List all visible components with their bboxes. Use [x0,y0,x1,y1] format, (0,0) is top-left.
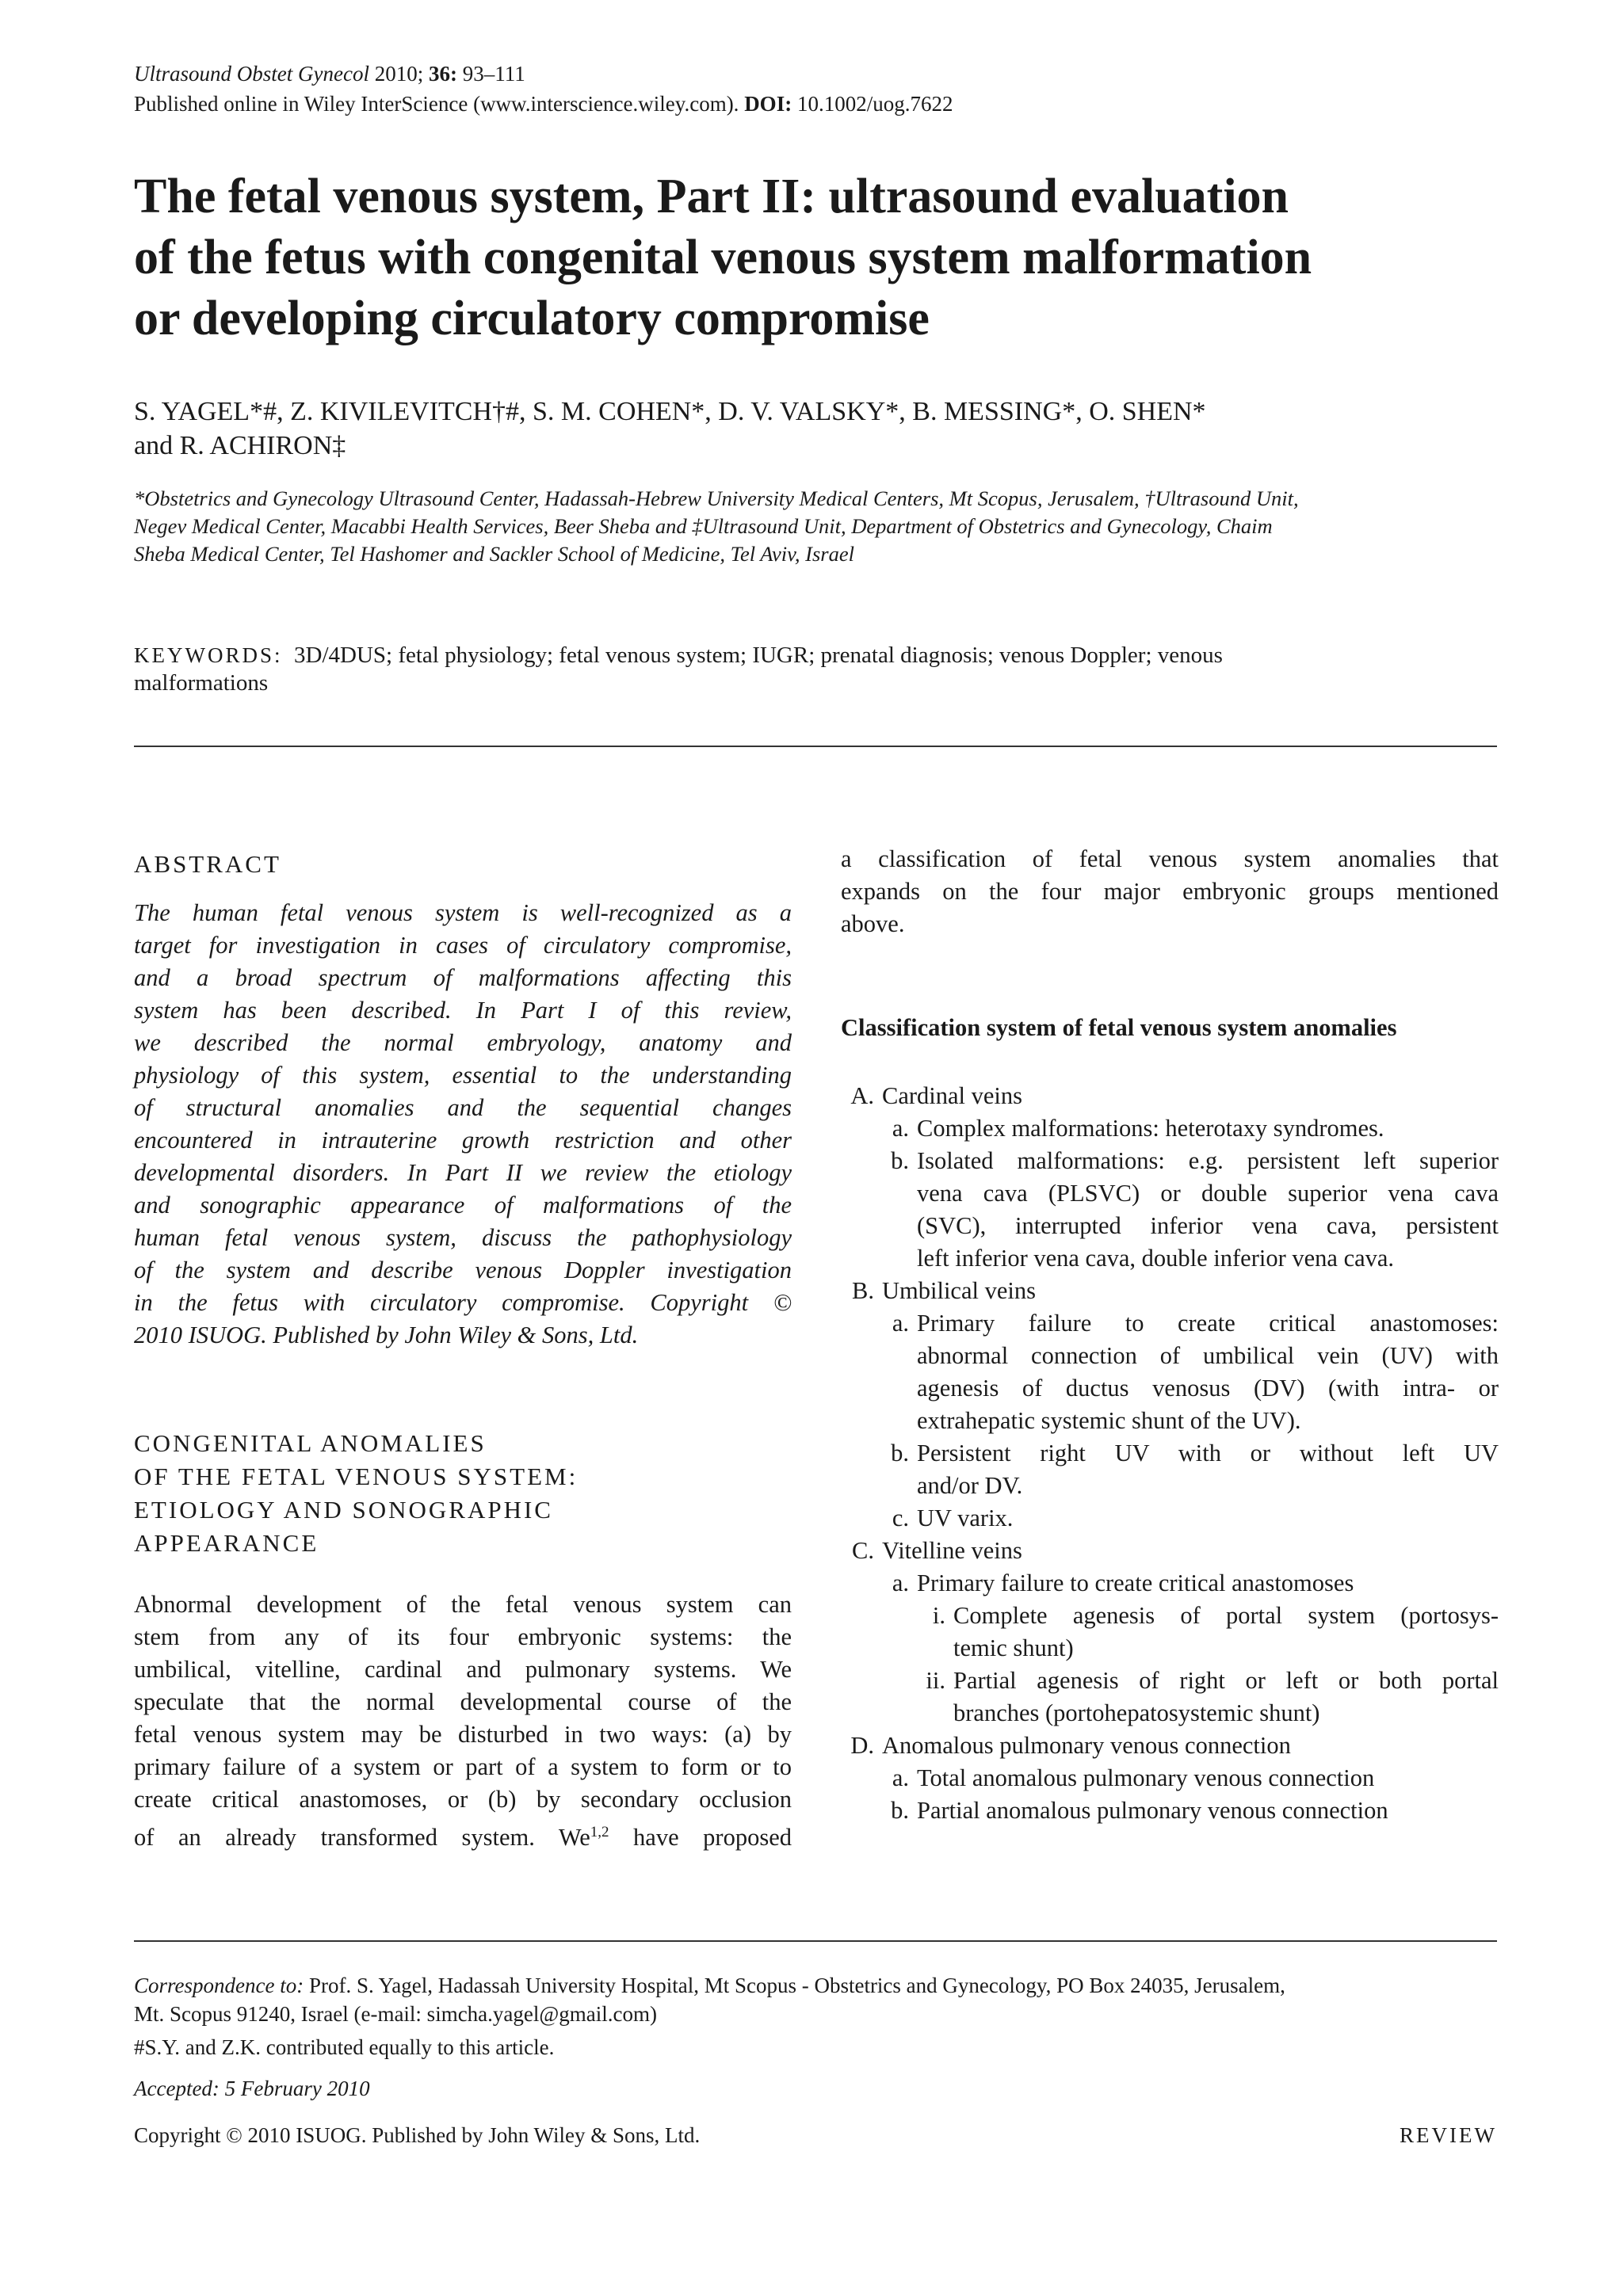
outline-item-d [841,1730,1499,1762]
outline-label: Partial anomalous pulmonary venous connection [917,1797,1388,1824]
outline-marker: b. [891,1440,909,1466]
outline-marker: ii. [926,1667,945,1694]
right-column [841,845,1499,1827]
citation-line [134,59,953,89]
journal-header [134,59,953,119]
body-line: speculate that the normal developmental course of the [134,1688,792,1715]
footnotes [134,1971,1497,2103]
body-line: expands on the four major embryonic groups mentioned [841,878,1499,905]
correspondence-text: Prof. S. Yagel, Hadassah University Hospital, Mt Scopus - Obstetrics and Gynecology, PO Box 24035, Jerusalem, [304,1974,1285,1997]
journal-pages: 93–111 [462,62,525,86]
abstract-line: target for investigation in cases of circulatory compromise, [134,932,792,959]
abstract-line: and a broad spectrum of malformations affecting this [134,964,792,991]
classification-intro [841,843,1499,940]
outline-label: Anomalous pulmonary venous connection [882,1732,1291,1759]
affiliation-line: Negev Medical Center, Macabbi Health Services, Beer Sheba and ‡Ultrasound Unit, Department of Obstetrics and Gynecology, Chaim [134,514,1273,538]
outline-marker: a. [892,1764,909,1791]
outline-marker: c. [892,1505,909,1531]
body-line: create critical anastomoses, or (b) by secondary occlusion [134,1786,792,1813]
outline-item-b-c [841,1502,1499,1535]
accepted-date: Accepted: 5 February 2010 [134,2077,370,2100]
outline-line: and/or DV. [917,1472,1023,1499]
outline-marker: a. [892,1569,909,1596]
outline-line: Isolated malformations: e.g. persistent left superior [917,1147,1499,1174]
outline-marker: b. [891,1147,909,1174]
equal-contribution-note: #S.Y. and Z.K. contributed equally to this article. [134,2035,555,2059]
keywords [134,642,1497,697]
left-column [134,848,792,1886]
title-line: The fetal venous system, Part II: ultrasound evaluation [134,170,1289,223]
outline-line: (SVC), interrupted inferior vena cava, persistent [917,1212,1499,1239]
outline-item-b-b [841,1437,1499,1502]
abstract-line: developmental disorders. In Part II we review the etiology [134,1159,792,1186]
outline-item-a-b [841,1145,1499,1275]
congenital-body [134,1589,792,1886]
abstract-line: physiology of this system, essential to the understanding [134,1062,792,1089]
outline-item-c-i [841,1600,1499,1665]
outline-line: vena cava (PLSVC) or double superior vena cava [917,1180,1499,1207]
outline-marker: a. [892,1310,909,1337]
outline-label: Cardinal veins [882,1082,1023,1109]
abstract-line: and sonographic appearance of malformations of the [134,1192,792,1219]
abstract-line: we described the normal embryology, anatomy and [134,1029,792,1056]
abstract-line: of the system and describe venous Doppler investigation [134,1257,792,1283]
author-list [134,395,1497,463]
keywords-label: KEYWORDS: [134,643,283,667]
keywords-line [134,642,1497,669]
body-line: a classification of fetal venous system anomalies that [841,845,1499,872]
heading-line: OF THE FETAL VENOUS SYSTEM: [134,1463,579,1490]
outline-item-b [841,1275,1499,1307]
outline-label: Vitelline veins [882,1537,1022,1564]
title-line: or developing circulatory compromise [134,292,930,345]
outline-line: Complete agenesis of portal system (portosys- [953,1602,1499,1629]
abstract-line: system has been described. In Part I of this review, [134,997,792,1024]
keywords-text: 3D/4DUS; fetal physiology; fetal venous system; IUGR; prenatal diagnosis; venous Doppler; venous [294,643,1223,668]
outline-label: Primary failure to create critical anastomoses [917,1569,1354,1596]
header-divider [134,746,1497,747]
outline-label: Complex malformations: heterotaxy syndromes. [917,1115,1384,1142]
outline-line: Partial agenesis of right or left or both portal [953,1667,1499,1694]
outline-marker: a. [892,1115,909,1142]
doi-label: DOI: [744,92,792,116]
abstract-line: 2010 ISUOG. Published by John Wiley & Sons, Ltd. [134,1322,639,1348]
classification-title: Classification system of fetal venous system anomalies [841,1014,1397,1041]
outline-line: Primary failure to create critical anastomoses: [917,1310,1499,1337]
authors-line: and R. ACHIRON‡ [134,431,346,460]
abstract-line: of structural anomalies and the sequential changes [134,1094,792,1121]
affiliations [134,485,1497,568]
body-line: fetal venous system may be disturbed in two ways: (a) by [134,1721,792,1748]
outline-item-c-a [841,1567,1499,1600]
outline-line: Persistent right UV with or without left UV [917,1440,1499,1466]
abstract-heading [134,848,792,881]
correspondence-line-2: Mt. Scopus 91240, Israel (e-mail: simcha.yagel@gmail.com) [134,2002,657,2026]
abstract-body [134,897,792,1352]
classification-outline [841,1080,1499,1827]
doi-value: 10.1002/uog.7622 [796,92,953,116]
outline-item-c-ii [841,1665,1499,1730]
article-type-label: REVIEW [1400,2123,1497,2147]
outline-label: Total anomalous pulmonary venous connection [917,1764,1375,1791]
article-title [134,166,1497,349]
text-run: of an already transformed system. We [134,1824,590,1852]
citation-superscript: 1,2 [590,1824,609,1840]
outline-line: temic shunt) [953,1634,1074,1661]
outline-line: agenesis of ductus venosus (DV) (with intra- or [917,1375,1499,1402]
outline-label: UV varix. [917,1505,1014,1531]
outline-marker: b. [891,1797,909,1824]
footer-divider [134,1940,1497,1942]
outline-marker: C. [852,1537,874,1564]
correspondence-label: Correspondence to: [134,1974,304,1997]
outline-label: Umbilical veins [882,1277,1036,1304]
body-line: above. [841,910,905,937]
body-line: umbilical, vitelline, cardinal and pulmonary systems. We [134,1656,792,1683]
congenital-heading [134,1427,792,1560]
title-line: of the fetus with congenital venous system malformation [134,231,1312,284]
journal-year: 2010; [374,62,424,86]
outline-line: abnormal connection of umbilical vein (UV) with [917,1342,1499,1369]
authors-line: S. YAGEL*#, Z. KIVILEVITCH†#, S. M. COHEN*, D. V. VALSKY*, B. MESSING*, O. SHEN* [134,397,1206,426]
outline-marker: A. [850,1082,874,1109]
outline-line: left inferior vena cava, double inferior vena cava. [917,1245,1395,1272]
abstract-heading-text: ABSTRACT [134,850,281,878]
body-line: stem from any of its four embryonic systems: the [134,1623,792,1650]
outline-item-b-a [841,1307,1499,1437]
publication-line [134,89,953,119]
abstract-line: encountered in intrauterine growth restriction and other [134,1127,792,1154]
text-run: have proposed [609,1824,792,1852]
outline-line: extrahepatic systemic shunt of the UV). [917,1407,1301,1434]
outline-line: branches (portohepatosystemic shunt) [953,1699,1320,1726]
heading-line: ETIOLOGY AND SONOGRAPHIC [134,1496,553,1524]
affiliation-line: *Obstetrics and Gynecology Ultrasound Center, Hadassah-Hebrew University Medical Centers, Mt Scopus, Jerusalem, †Ultrasound Unit, [134,486,1299,510]
outline-item-c [841,1535,1499,1567]
outline-marker: B. [852,1277,874,1304]
outline-marker: i. [932,1602,945,1629]
heading-line: APPEARANCE [134,1529,319,1557]
heading-line: CONGENITAL ANOMALIES [134,1429,487,1457]
body-line: Abnormal development of the fetal venous system can [134,1591,792,1618]
outline-item-a [841,1080,1499,1112]
copyright-footer: Copyright © 2010 ISUOG. Published by John Wiley & Sons, Ltd. [134,2123,701,2147]
abstract-line: The human fetal venous system is well-recognized as a [134,899,792,926]
abstract-line: in the fetus with circulatory compromise. Copyright © [134,1289,792,1316]
body-line: primary failure of a system or part of a system to form or to [134,1753,792,1780]
outline-item-d-b [841,1794,1499,1827]
outline-item-d-a [841,1762,1499,1794]
journal-name: Ultrasound Obstet Gynecol [134,62,369,86]
keywords-line-2: malformations [134,670,269,696]
affiliation-line: Sheba Medical Center, Tel Hashomer and Sackler School of Medicine, Tel Aviv, Israel [134,542,854,566]
journal-volume: 36: [428,62,457,86]
abstract-line: human fetal venous system, discuss the pathophysiology [134,1224,792,1251]
outline-marker: D. [850,1732,874,1759]
published-online: Published online in Wiley InterScience (www.interscience.wiley.com). [134,92,739,116]
body-line-last [134,1816,792,1886]
correspondence-line [134,1971,1497,2000]
outline-item-a-a [841,1112,1499,1145]
